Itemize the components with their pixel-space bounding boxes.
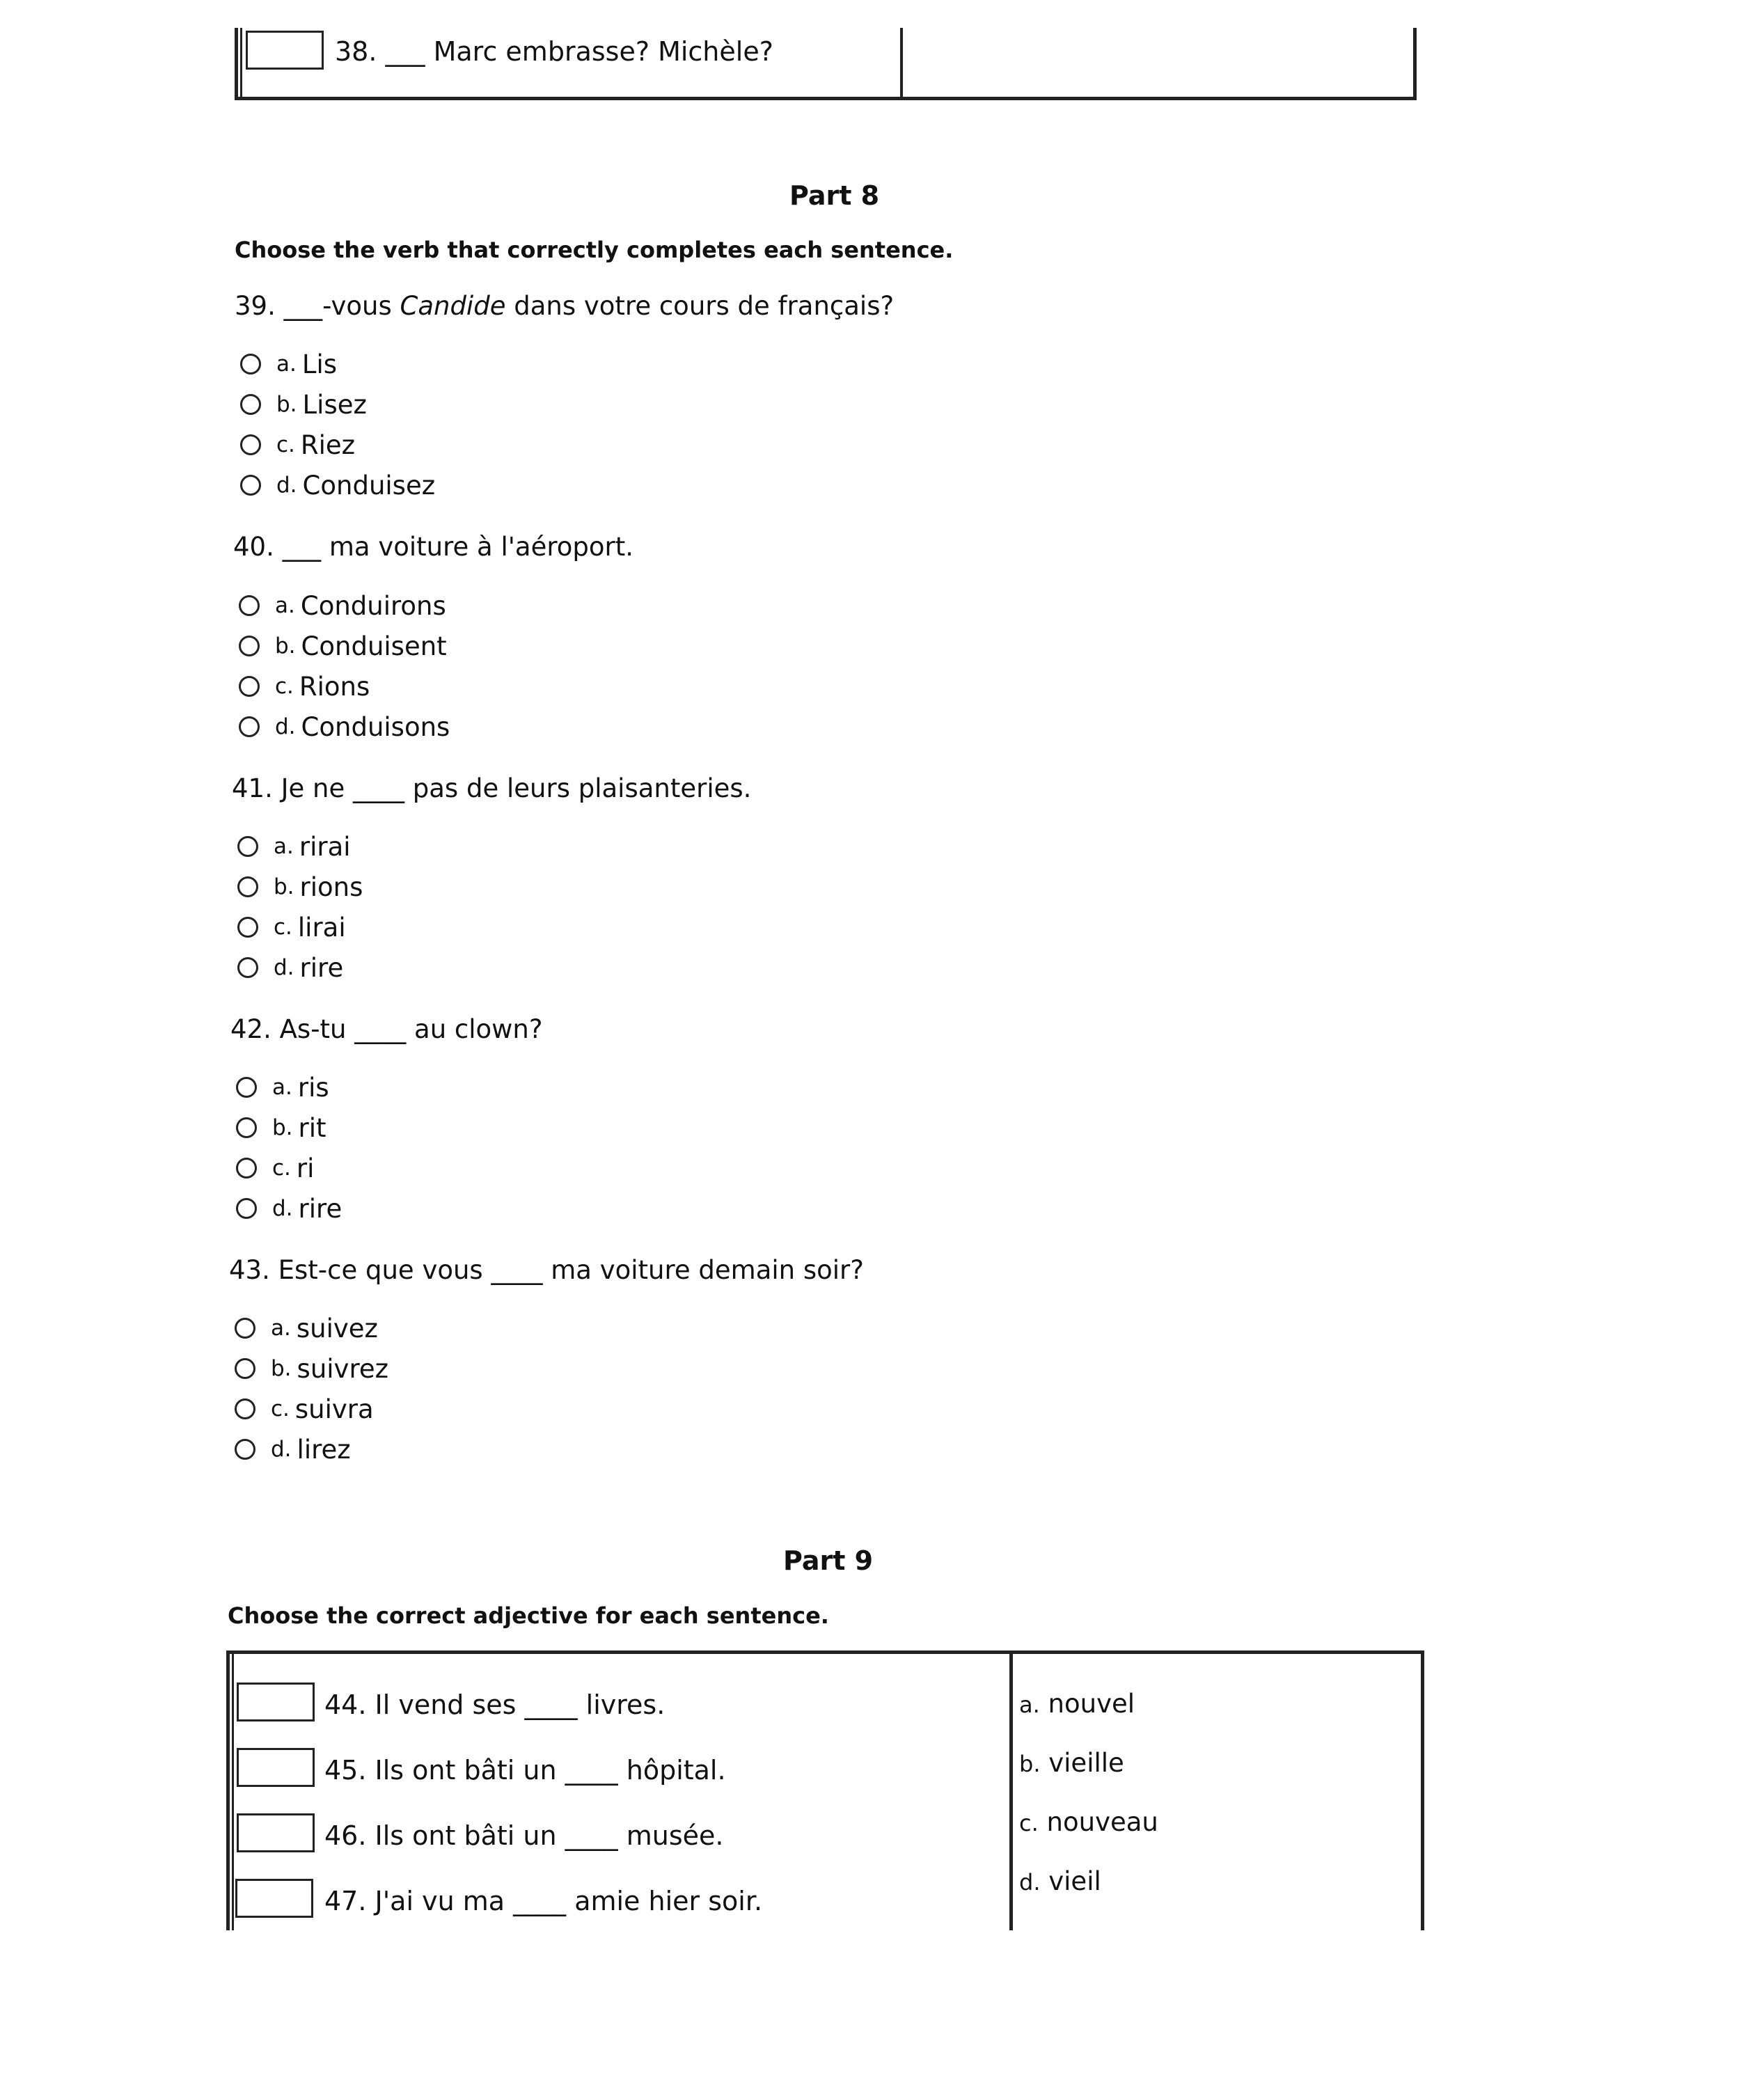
option-label: rirai: [299, 831, 351, 862]
question-43: 43. Est-ce que vous ____ ma voiture demain soir?: [229, 1255, 864, 1285]
question-39-italic: Candide: [400, 291, 506, 321]
radio-button[interactable]: [239, 636, 260, 656]
option-42-a[interactable]: [236, 1073, 329, 1101]
option-letter: b.: [276, 392, 297, 417]
question-42: 42. As-tu ____ au clown?: [230, 1014, 543, 1044]
option-label: rit: [298, 1112, 326, 1143]
choice-label: vieil: [1048, 1866, 1101, 1896]
radio-button[interactable]: [236, 1158, 257, 1179]
choice-label: nouvel: [1048, 1689, 1135, 1719]
option-label: Riez: [300, 430, 356, 460]
choice-letter: c.: [1019, 1810, 1039, 1836]
option-label: Conduisez: [302, 470, 436, 501]
table-column-divider: [900, 28, 903, 100]
option-letter: b.: [274, 874, 294, 899]
question-45: 45. Ils ont bâti un ____ hôpital.: [324, 1755, 726, 1786]
option-label: suivez: [296, 1313, 378, 1344]
choice-d: [1019, 1868, 1101, 1894]
radio-button[interactable]: [236, 1077, 257, 1098]
option-label: rire: [299, 952, 344, 983]
radio-button[interactable]: [235, 1358, 255, 1379]
radio-button[interactable]: [240, 354, 261, 375]
option-letter: a.: [272, 1075, 292, 1100]
option-letter: d.: [272, 1196, 293, 1221]
option-42-d[interactable]: [236, 1195, 342, 1222]
choice-letter: d.: [1019, 1869, 1041, 1896]
radio-button[interactable]: [235, 1439, 255, 1460]
option-letter: d.: [275, 714, 296, 739]
option-label: lirai: [297, 912, 346, 943]
question-38: 38. ___ Marc embrasse? Michèle?: [335, 36, 773, 67]
option-letter: b.: [271, 1356, 292, 1381]
option-41-b[interactable]: [237, 873, 363, 901]
answer-box-47[interactable]: [235, 1879, 313, 1918]
option-40-d[interactable]: [239, 713, 450, 741]
option-letter: d.: [276, 473, 297, 498]
option-41-d[interactable]: [237, 954, 343, 982]
option-40-c[interactable]: [239, 672, 370, 700]
choice-a: [1019, 1691, 1135, 1717]
option-letter: a.: [271, 1316, 291, 1341]
question-40: 40. ___ ma voiture à l'aéroport.: [233, 532, 633, 562]
option-label: ris: [297, 1072, 329, 1103]
radio-button[interactable]: [240, 434, 261, 455]
choice-b: [1019, 1750, 1124, 1776]
radio-button[interactable]: [240, 475, 261, 496]
option-label: rire: [298, 1193, 342, 1224]
option-39-a[interactable]: [240, 350, 337, 378]
option-43-a[interactable]: [235, 1314, 378, 1342]
option-label: Rions: [299, 671, 370, 702]
table-column-divider: [1009, 1650, 1013, 1930]
choice-label: nouveau: [1046, 1807, 1158, 1837]
question-39-prefix: 39. ___-vous: [235, 291, 400, 321]
option-label: suivra: [294, 1394, 374, 1424]
option-43-c[interactable]: [235, 1395, 374, 1423]
option-label: rions: [299, 872, 363, 902]
question-47: 47. J'ai vu ma ____ amie hier soir.: [324, 1886, 763, 1916]
option-letter: c.: [272, 1156, 291, 1181]
answer-box-44[interactable]: [237, 1683, 315, 1721]
radio-button[interactable]: [237, 836, 258, 857]
radio-button[interactable]: [237, 917, 258, 938]
option-letter: d.: [271, 1437, 292, 1462]
option-label: ri: [296, 1153, 315, 1183]
radio-button[interactable]: [235, 1318, 255, 1339]
option-label: Conduirons: [300, 590, 446, 621]
radio-button[interactable]: [236, 1198, 257, 1219]
part-9-instruction: Choose the correct adjective for each sentence.: [228, 1602, 829, 1629]
radio-button[interactable]: [239, 716, 260, 737]
option-39-d[interactable]: [240, 471, 435, 499]
table-inner-line: [240, 28, 242, 97]
option-label: Lisez: [302, 389, 367, 420]
option-41-a[interactable]: [237, 833, 351, 860]
option-label: Conduisons: [301, 711, 450, 742]
question-39: [235, 293, 894, 319]
table-inner-line: [232, 1650, 234, 1930]
option-letter: c.: [274, 915, 292, 940]
question-44: 44. Il vend ses ____ livres.: [324, 1689, 666, 1720]
radio-button[interactable]: [240, 394, 261, 415]
option-40-b[interactable]: [239, 632, 447, 660]
option-41-c[interactable]: [237, 913, 346, 941]
option-43-d[interactable]: [235, 1435, 351, 1463]
part-8-instruction: Choose the verb that correctly completes each sentence.: [235, 237, 954, 263]
question-46: 46. Ils ont bâti un ____ musée.: [324, 1820, 724, 1851]
answer-box-45[interactable]: [237, 1748, 315, 1787]
option-label: Conduisent: [301, 631, 447, 661]
radio-button[interactable]: [235, 1398, 255, 1419]
radio-button[interactable]: [236, 1117, 257, 1138]
option-letter: b.: [275, 633, 296, 659]
option-42-c[interactable]: [236, 1154, 314, 1182]
part-8-title: Part 8: [789, 180, 880, 211]
question-41: 41. Je ne ____ pas de leurs plaisanteries.: [232, 773, 752, 803]
option-label: suivrez: [297, 1353, 389, 1384]
answer-box-38[interactable]: [246, 31, 324, 70]
option-39-c[interactable]: [240, 431, 355, 459]
option-42-b[interactable]: [236, 1114, 326, 1142]
option-39-b[interactable]: [240, 391, 367, 418]
choice-c: [1019, 1809, 1158, 1835]
radio-button[interactable]: [237, 876, 258, 897]
option-letter: a.: [275, 593, 295, 618]
option-letter: c.: [275, 674, 294, 699]
choice-label: vieille: [1048, 1748, 1124, 1778]
option-letter: c.: [271, 1396, 290, 1421]
choice-letter: b.: [1019, 1751, 1041, 1777]
question-39-suffix: dans votre cours de français?: [505, 291, 895, 321]
choice-letter: a.: [1019, 1692, 1040, 1718]
radio-button[interactable]: [237, 957, 258, 978]
option-letter: c.: [276, 432, 295, 457]
option-label: Lis: [301, 349, 338, 379]
option-label: lirez: [297, 1434, 351, 1465]
answer-box-46[interactable]: [237, 1813, 315, 1852]
option-43-b[interactable]: [235, 1355, 388, 1382]
option-letter: a.: [274, 834, 294, 859]
radio-button[interactable]: [239, 676, 260, 697]
option-letter: b.: [272, 1115, 293, 1140]
radio-button[interactable]: [239, 595, 260, 616]
part-9-title: Part 9: [783, 1545, 874, 1576]
option-letter: d.: [274, 955, 294, 980]
option-40-a[interactable]: [239, 592, 446, 620]
option-letter: a.: [276, 352, 297, 377]
